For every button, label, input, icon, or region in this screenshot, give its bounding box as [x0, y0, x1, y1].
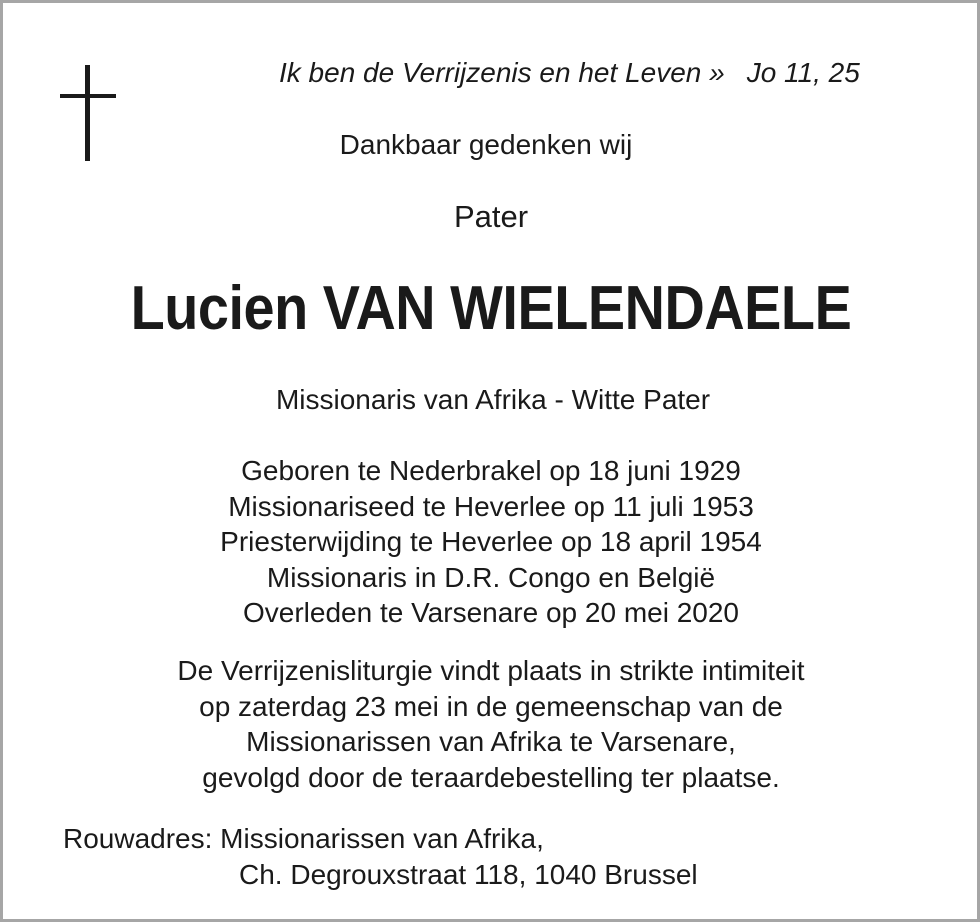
life-facts — [3, 453, 979, 631]
address-line-1: Rouwadres: Missionarissen van Afrika, — [63, 823, 544, 854]
quote-text: Ik ben de Verrijzenis en het Leven » — [279, 57, 725, 88]
funeral-line: Missionarissen van Afrika te Varsenare, — [246, 726, 736, 757]
fact-line: Geboren te Nederbrakel op 18 juni 1929 — [241, 455, 741, 486]
role-text: Missionaris van Afrika - Witte Pater — [275, 384, 711, 415]
funeral-line: gevolgd door de teraardebestelling ter plaatse. — [202, 761, 780, 793]
address-line-2: Ch. Degrouxstraat 118, 1040 Brussel — [239, 859, 698, 890]
funeral-line: op zaterdag 23 mei in de gemeenschap van de — [199, 690, 783, 722]
fact-line: Missionaris in D.R. Congo en België — [266, 561, 716, 593]
funeral-info — [3, 653, 979, 795]
fact-line: Missionariseed te Heverlee op 11 juli 1953 — [228, 490, 754, 522]
intro-text: Dankbaar gedenken wij — [339, 129, 633, 160]
title-word: Pater — [453, 199, 529, 234]
mourning-address — [63, 821, 698, 893]
deceased-name: Lucien VAN WIELENDAELE — [130, 274, 852, 343]
fact-line: Priesterwijding te Heverlee op 18 april 1954 — [220, 526, 762, 557]
quote-reference: Jo 11, 25 — [746, 57, 860, 88]
funeral-line: De Verrijzenisliturgie vindt plaats in strikte intimiteit — [177, 655, 805, 686]
fact-line: Overleden te Varsenare op 20 mei 2020 — [242, 597, 739, 628]
bible-quote — [279, 55, 939, 91]
